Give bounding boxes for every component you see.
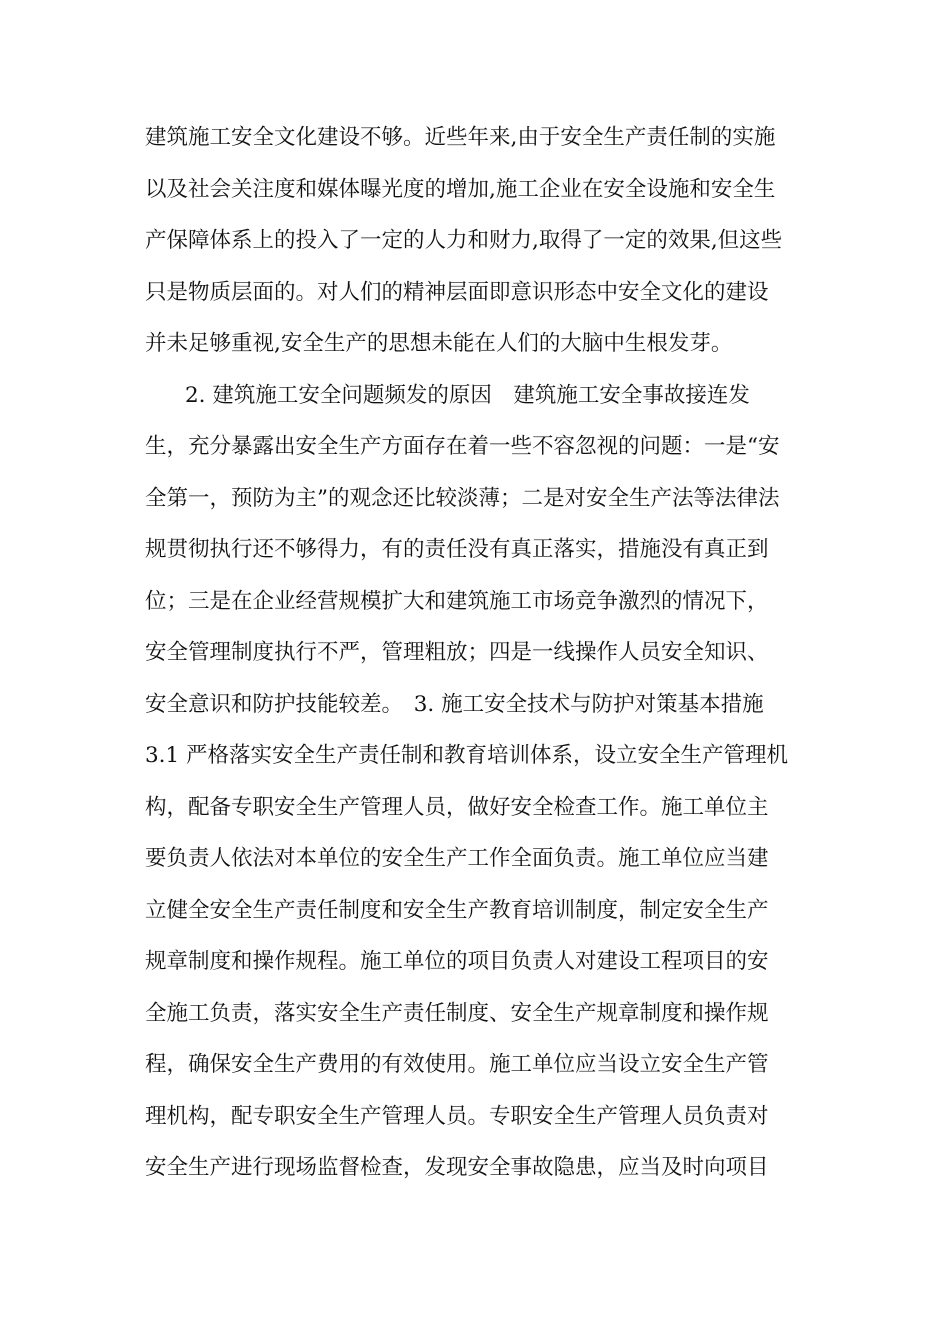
text-line-17: 规章制度和操作规程。施工单位的项目负责人对建设工程项目的安	[145, 949, 769, 974]
text-line-3: 产保障体系上的投入了一定的人力和财力,取得了一定的效果,但这些	[145, 228, 783, 253]
text-line-16: 立健全安全生产责任制度和安全生产教育培训制度，制定安全生产	[145, 898, 769, 923]
text-line-5: 并未足够重视,安全生产的思想未能在人们的大脑中生根发芽。	[145, 331, 733, 356]
section-3-1-line: 3.1 严格落实安全生产责任制和教育培训体系，设立安全生产管理机	[145, 743, 789, 768]
text-line-11: 安全管理制度执行不严，管理粗放；四是一线操作人员安全知识、	[145, 640, 769, 665]
text-line-2: 以及社会关注度和媒体曝光度的增加,施工企业在安全设施和安全生	[145, 177, 776, 202]
text-line-14: 构，配备专职安全生产管理人员，做好安全检查工作。施工单位主	[145, 795, 769, 820]
text-line-9: 规贯彻执行还不够得力，有的责任没有真正落实，措施没有真正到	[145, 537, 769, 562]
text-line-15: 要负责人依法对本单位的安全生产工作全面负责。施工单位应当建	[145, 846, 769, 871]
text-line-12: 安全意识和防护技能较差。 3. 施工安全技术与防护对策基本措施	[145, 692, 764, 717]
text-line-8: 全第一，预防为主”的观念还比较淡薄；二是对安全生产法等法律法	[145, 486, 780, 511]
text-line-21: 安全生产进行现场监督检查，发现安全事故隐患，应当及时向项目	[145, 1155, 769, 1180]
section-2-heading-line: 2. 建筑施工安全问题频发的原因 建筑施工安全事故接连发	[185, 383, 750, 408]
text-line-19: 程，确保安全生产费用的有效使用。施工单位应当设立安全生产管	[145, 1052, 769, 1077]
text-line-18: 全施工负责，落实安全生产责任制度、安全生产规章制度和操作规	[145, 1001, 769, 1026]
text-line-20: 理机构，配专职安全生产管理人员。专职安全生产管理人员负责对	[145, 1104, 769, 1129]
text-line-10: 位；三是在企业经营规模扩大和建筑施工市场竞争激烈的情况下，	[145, 589, 769, 614]
text-line-4: 只是物质层面的。对人们的精神层面即意识形态中安全文化的建设	[145, 280, 769, 305]
text-line-7: 生，充分暴露出安全生产方面存在着一些不容忽视的问题：一是“安	[145, 434, 780, 459]
text-line-1: 建筑施工安全文化建设不够。近些年来,由于安全生产责任制的实施	[145, 125, 776, 150]
